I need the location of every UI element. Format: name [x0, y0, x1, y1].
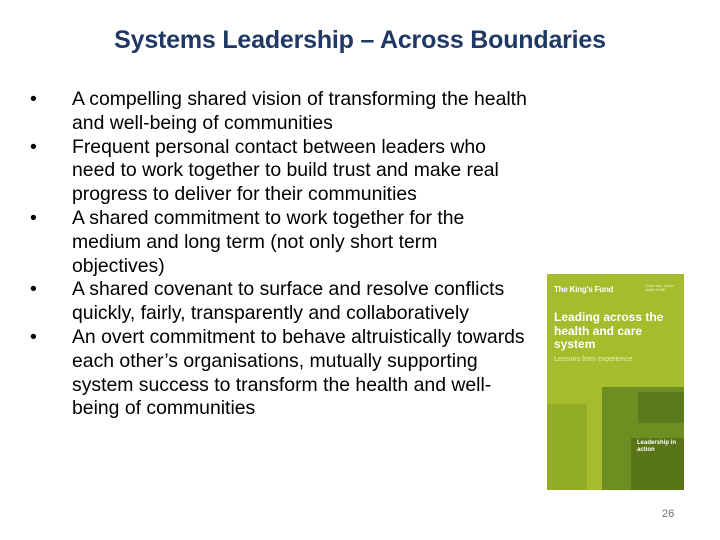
cover-series-label: Leadership in action [637, 440, 677, 453]
cover-subtitle: Lessons from experience [554, 356, 633, 363]
bullet-item: • Frequent personal contact between leaders who need to work together to build trust and make real progress to deliver for their communities [30, 136, 530, 207]
bullet-item: • An overt commitment to behave altruistically towards each other’s organisations, mutually supporting system success to transform the health and well-being of communities [30, 326, 530, 421]
cover-title: Leading across the health and care system [554, 310, 664, 351]
bullet-item: • A compelling shared vision of transforming the health and well-being of communities [30, 88, 530, 136]
bullet-list [30, 88, 530, 421]
cover-authors: Chris Ham, Dame Jackie Smith [645, 284, 674, 293]
bullet-item: • A shared commitment to work together for the medium and long term (not only short term objectives) [30, 207, 530, 278]
cover-block [547, 404, 587, 490]
book-cover-image [547, 274, 684, 490]
page-number: 26 [662, 508, 675, 520]
slide-title: Systems Leadership – Across Boundaries [114, 26, 606, 54]
bullet-item: • A shared covenant to surface and resolve conflicts quickly, fairly, transparently and collaboratively [30, 278, 530, 326]
cover-brand-logo: The King's Fund [554, 285, 614, 294]
cover-block [638, 392, 684, 423]
